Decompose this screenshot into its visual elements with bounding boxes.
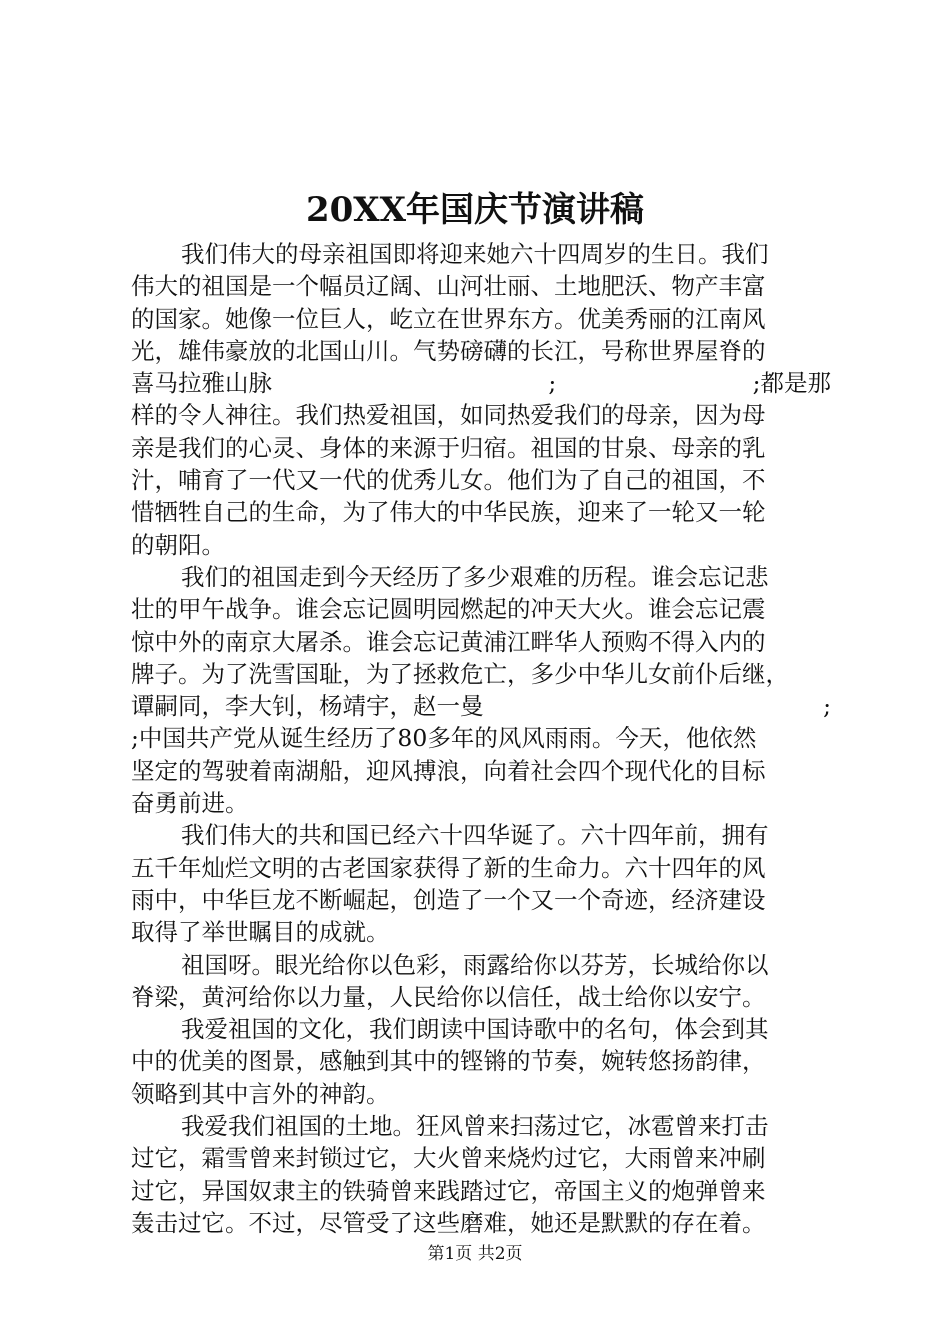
paragraph-line: 领略到其中言外的神韵。: [131, 1079, 390, 1108]
paragraph-line: 惜牺牲自己的生命，为了伟大的中华民族，迎来了一轮又一轮: [131, 498, 766, 527]
paragraph-line: 我们伟大的母亲祖国即将迎来她六十四周岁的生日。我们: [181, 240, 769, 268]
page-title: 20XX年国庆节演讲稿: [305, 190, 645, 230]
paragraph-line: 的国家。她像一位巨人，屹立在世界东方。优美秀丽的江南风: [131, 304, 766, 333]
paragraph-line: 过它，异国奴隶主的铁骑曾来践踏过它，帝国主义的炮弹曾来: [131, 1176, 766, 1205]
paragraph-line: 的朝阳。: [131, 530, 225, 559]
paragraph-line: [131, 690, 831, 722]
paragraph-line: 脊梁，黄河给你以力量，人民给你以信任，战士给你以安宁。: [131, 982, 766, 1011]
paragraph-line: 取得了举世瞩目的成就。: [131, 918, 390, 947]
paragraph-line: 五千年灿烂文明的古老国家获得了新的生命力。六十四年的风: [131, 853, 766, 882]
paragraph-line: 雨中，中华巨龙不断崛起，创造了一个又一个奇迹，经济建设: [131, 885, 766, 914]
paragraph-line: 汁，哺育了一代又一代的优秀儿女。他们为了自己的祖国，不: [131, 466, 766, 495]
line-segment: ;都是那: [752, 369, 831, 398]
paragraph-line: 中的优美的图景，感触到其中的铿锵的节奏，婉转悠扬韵律，: [131, 1047, 766, 1076]
paragraph-line: [131, 367, 831, 399]
paragraph-line: 牌子。为了洗雪国耻，为了拯救危亡，多少中华儿女前仆后继，: [131, 659, 789, 688]
paragraph-line: 伟大的祖国是一个幅员辽阔、山河壮丽、土地肥沃、物产丰富: [131, 272, 766, 301]
line-segment: ;: [548, 369, 557, 398]
paragraph-line: 轰击过它。不过，尽管受了这些磨难，她还是默默的存在着。: [131, 1208, 766, 1237]
paragraph-line: 亲是我们的心灵、身体的来源于归宿。祖国的甘泉、母亲的乳: [131, 433, 766, 462]
paragraph-line: 壮的甲午战争。谁会忘记圆明园燃起的冲天大火。谁会忘记震: [131, 595, 766, 624]
line-segment: ;: [823, 692, 831, 721]
line-segment: 谭嗣同，李大钊，杨靖宇，赵一曼: [131, 692, 484, 721]
paragraph-line: 我们伟大的共和国已经六十四华诞了。六十四年前，拥有: [181, 821, 769, 850]
document-body: [131, 238, 831, 1239]
paragraph-line: 过它，霜雪曾来封锁过它，大火曾来烧灼过它，大雨曾来冲刷: [131, 1144, 766, 1173]
paragraph-line: 我爱祖国的文化，我们朗读中国诗歌中的名句，体会到其: [181, 1015, 769, 1044]
paragraph-line: 光，雄伟豪放的北国山川。气势磅礴的长江，号称世界屋脊的: [131, 336, 766, 365]
paragraph-line: ;中国共产党从诞生经历了80多年的风风雨雨。今天，他依然: [131, 724, 757, 753]
paragraph-line: 我们的祖国走到今天经历了多少艰难的历程。谁会忘记悲: [181, 562, 769, 591]
paragraph-line: 祖国呀。眼光给你以色彩，雨露给你以芬芳，长城给你以: [181, 950, 769, 979]
paragraph-line: 奋勇前进。: [131, 789, 249, 818]
paragraph-line: 我爱我们祖国的土地。狂风曾来扫荡过它，冰雹曾来打击: [181, 1112, 769, 1141]
paragraph-line: 坚定的驾驶着南湖船，迎风搏浪，向着社会四个现代化的目标: [131, 756, 766, 785]
paragraph-line: 惊中外的南京大屠杀。谁会忘记黄浦江畔华人预购不得入内的: [131, 627, 766, 656]
paragraph-line: 样的令人神往。我们热爱祖国，如同热爱我们的母亲，因为母: [131, 401, 766, 430]
line-segment: 喜马拉雅山脉: [131, 369, 272, 398]
page-number-footer: 第1页 共2页: [427, 1244, 523, 1264]
